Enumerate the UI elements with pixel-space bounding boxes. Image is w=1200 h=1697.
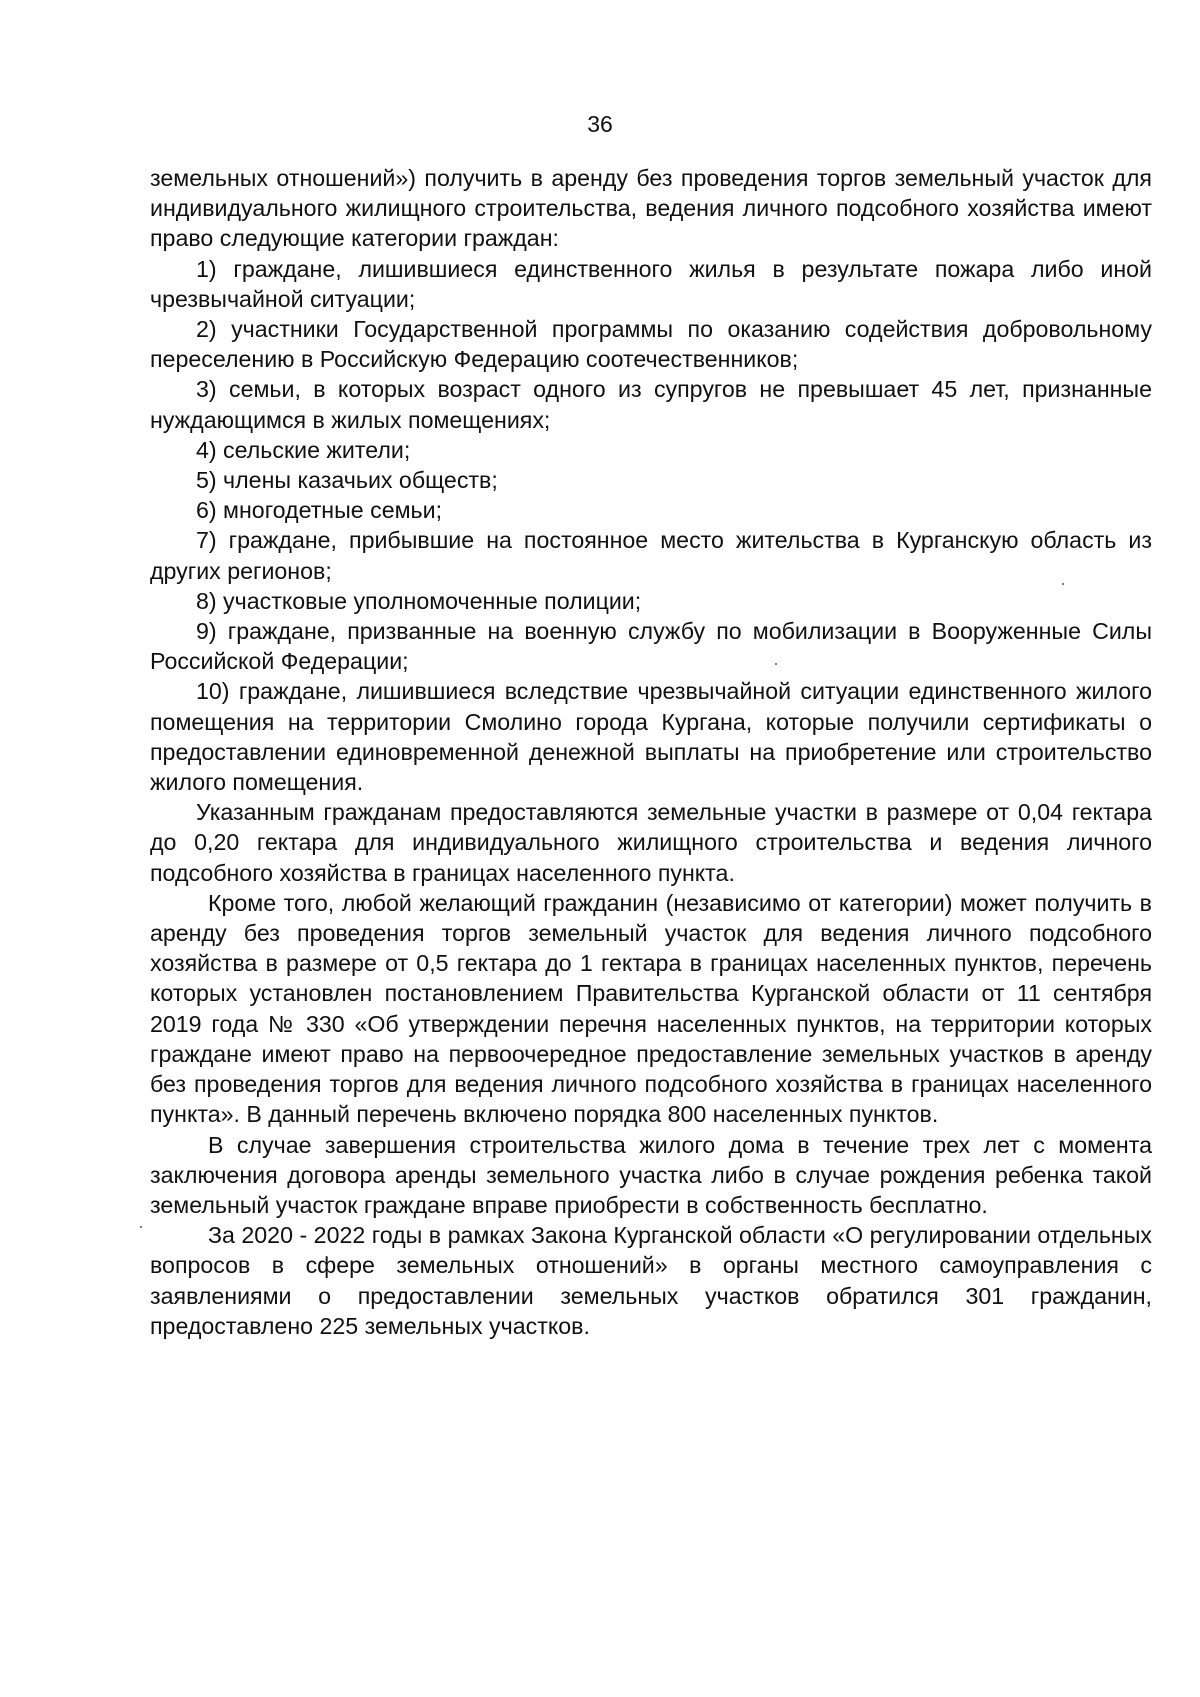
document-body [150,163,1152,1341]
category-item-2: 2) участники Государственной программы по оказанию содействия добровольному переселению в Российскую Федерацию соотечественников; [150,316,1152,373]
paragraph-land-size: Указанным гражданам предоставляются земельные участки в размере от 0,04 гектара до 0,20 гектара для индивидуального жилищного строительства и ведения личного подсобного хозяйства в границах населенного пункта. [150,799,1152,886]
scan-speck [1062,583,1064,585]
page-number: 36 [587,111,613,137]
scan-speck [140,1226,142,1228]
category-item-3: 3) семьи, в которых возраст одного из супругов не превышает 45 лет, признанные нуждающимся в жилых помещениях; [150,376,1152,433]
category-item-6: 6) многодетные семьи; [196,497,443,524]
category-item-4: 4) сельские жители; [196,436,411,463]
paragraph-ownership: В случае завершения строительства жилого дома в течение трех лет с момента заключения договора аренды земельного участка либо в случае рождения ребенка такой земельный участок граждане вправе приобрести в собственность бесплатно. [150,1131,1152,1218]
category-item-8: 8) участковые уполномоченные полиции; [196,587,642,614]
category-item-1: 1) граждане, лишившиеся единственного жилья в результате пожара либо иной чрезвычайной ситуации; [150,255,1152,312]
category-item-9: 9) граждане, призванные на военную службу по мобилизации в Вооруженные Силы Российской Федерации; [150,618,1152,675]
category-item-10: 10) граждане, лишившиеся вследствие чрезвычайной ситуации единственного жилого помещения на территории Смолино города Кургана, которые получили сертификаты о предоставлении единовременной денежной выплаты на приобретение или строительство жилого помещения. [150,678,1152,796]
category-item-7: 7) граждане, прибывшие на постоянное место жительства в Курганскую область из других регионов; [150,527,1152,584]
paragraph-any-citizen: Кроме того, любой желающий гражданин (независимо от категории) может получить в аренду без проведения торгов земельный участок для ведения личного подсобного хозяйства в размере от 0,5 гектара до 1 гектара в границах населенных пунктов, перечень которых установлен постановлением Правительства Курганской области от 11 сентября 2019 года № 330 «Об утверждении перечня населенных пунктов, на территории которых граждане имеют право на первоочередное предоставление земельных участков в аренду без проведения торгов для ведения личного подсобного хозяйства в границах населенного пункта». В данный перечень включено порядка 800 населенных пунктов. [150,889,1152,1128]
category-item-5: 5) члены казачьих обществ; [196,467,498,494]
paragraph-statistics: За 2020 - 2022 годы в рамках Закона Курганской области «О регулировании отдельных вопросов в сфере земельных отношений» в органы местного самоуправления с заявлениями о предоставлении земельных участков обратился 301 гражданин, предоставлено 225 земельных участков. [150,1222,1152,1339]
scan-speck [775,663,777,665]
opening-paragraph: земельных отношений») получить в аренду без проведения торгов земельный участок для индивидуального жилищного строительства, ведения личного подсобного хозяйства имеют право следующие категории граждан: [150,165,1152,252]
